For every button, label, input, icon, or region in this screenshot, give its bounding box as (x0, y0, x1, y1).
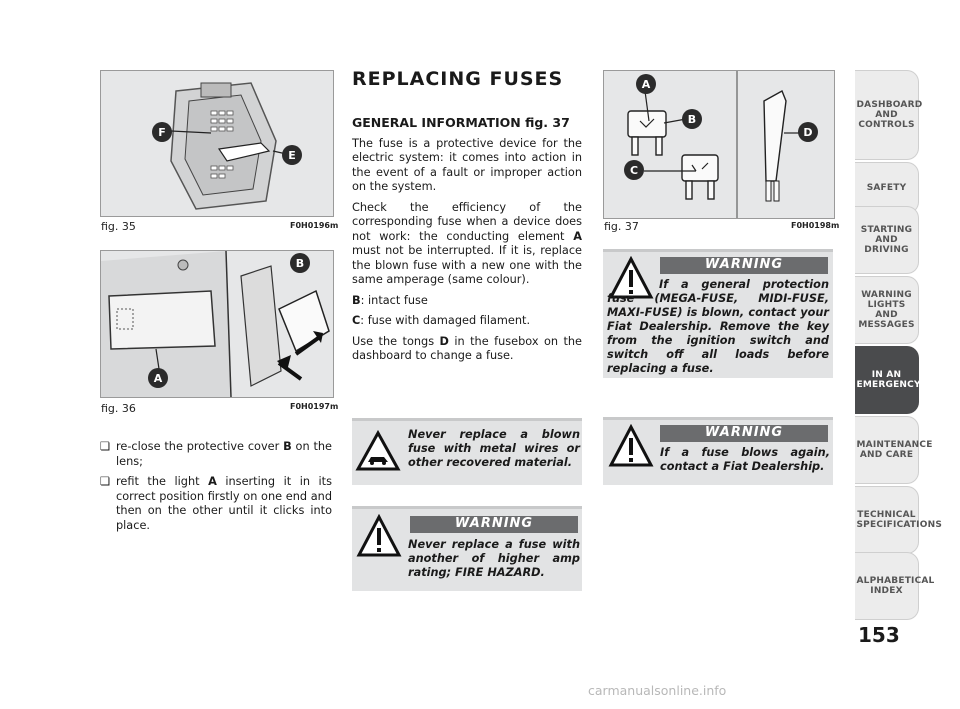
svg-text:A: A (153, 372, 163, 385)
paragraph: Use the tongs D in the fusebox on the dashboard to change a fuse. (352, 334, 583, 362)
warning-label: WARNING (410, 516, 578, 533)
fig35-code: F0H0196m (290, 221, 339, 230)
svg-text:C: C (629, 164, 639, 177)
warning-triangle-icon (356, 514, 402, 558)
tab-dashboard-and-controls[interactable]: DASHBOARD AND CONTROLS (855, 70, 919, 160)
paragraph: B: intact fuse (352, 293, 428, 307)
tab-alphabetical-index[interactable]: ALPHABETICAL INDEX (855, 552, 919, 620)
paragraph: Check the efficiency of the corresponding fuse when a device does not work: the conducting element A must not be interrupted. If it is, replace the blown fuse with a new one with the same amperage (same colour). (352, 200, 582, 286)
fig37-label-c (622, 158, 646, 182)
warning-again-text: If a fuse blows again, contact a Fiat Dealership. (660, 446, 830, 473)
fig37-label-a (634, 72, 658, 96)
general-information (352, 116, 582, 370)
warning-triangle-icon (608, 424, 654, 468)
bullet-item: ❏ refit the light A inserting it in its correct position firstly on one end and then on the other until it clicks into place. (100, 475, 332, 532)
fig37-label-d (796, 120, 820, 144)
section-heading: GENERAL INFORMATION fig. 37 (352, 115, 570, 130)
checkbox-bullet-icon: ❏ (100, 475, 111, 488)
fig36-caption: fig. 36 (101, 402, 136, 415)
svg-text:A: A (641, 78, 651, 91)
fig36-label-a (146, 366, 170, 390)
fig36-label-b (288, 251, 312, 275)
car-warning-icon (355, 430, 401, 472)
warning-label: WARNING (660, 425, 828, 442)
fig37-label-b (680, 107, 704, 131)
tab-maintenance-and-care[interactable]: MAINTENANCE AND CARE (855, 416, 919, 484)
tab-starting-and-driving[interactable]: STARTING AND DRIVING (855, 206, 919, 274)
tab-technical-specifications[interactable]: TECHNICAL SPECIFICATIONS (855, 486, 919, 554)
paragraph: C: fuse with damaged filament. (352, 314, 531, 327)
watermark: carmanualsonline.info (588, 683, 727, 698)
fig35-label-f (150, 120, 174, 144)
left-column (100, 440, 332, 539)
checkbox-bullet-icon: ❏ (100, 440, 111, 453)
svg-text:B: B (687, 113, 697, 126)
fig37-caption: fig. 37 (604, 220, 639, 233)
svg-text:B: B (295, 257, 305, 270)
svg-text:E: E (288, 149, 296, 162)
fig37-code: F0H0198m (791, 221, 840, 230)
svg-text:D: D (803, 126, 813, 139)
page-title: REPLACING FUSES (352, 68, 564, 90)
page-number: 153 (858, 623, 900, 647)
fig35-label-e (280, 143, 304, 167)
tab-in-an-emergency[interactable]: IN AN EMERGENCY (855, 346, 919, 414)
svg-text:F: F (158, 126, 166, 139)
paragraph: The fuse is a protective device for the electric system: it comes into action in the event of a fault or improper action on the system. (352, 136, 582, 193)
warning-general-text: If a general protection fuse (MEGA-FUSE, MIDI-FUSE, MAXI-FUSE) is blown, contact your Fiat Dealership. Remove the key from the ignition switch and switch off all loads before replacing a fuse. (607, 278, 829, 375)
fig35-caption: fig. 35 (101, 220, 136, 233)
warning-amp-text: Never replace a fuse with another of higher amp rating; FIRE HAZARD. (408, 538, 580, 579)
fig36-code: F0H0197m (290, 402, 339, 411)
tab-warning-lights-and-messages[interactable]: WARNING LIGHTS AND MESSAGES (855, 276, 919, 344)
car-note-text: Never replace a blown fuse with metal wires or other recovered material. (408, 428, 580, 469)
bullet-item: ❏ re-close the protective cover B on the lens; (100, 440, 333, 468)
warning-label: WARNING (660, 257, 828, 274)
tab-safety[interactable]: SAFETY (855, 162, 919, 214)
